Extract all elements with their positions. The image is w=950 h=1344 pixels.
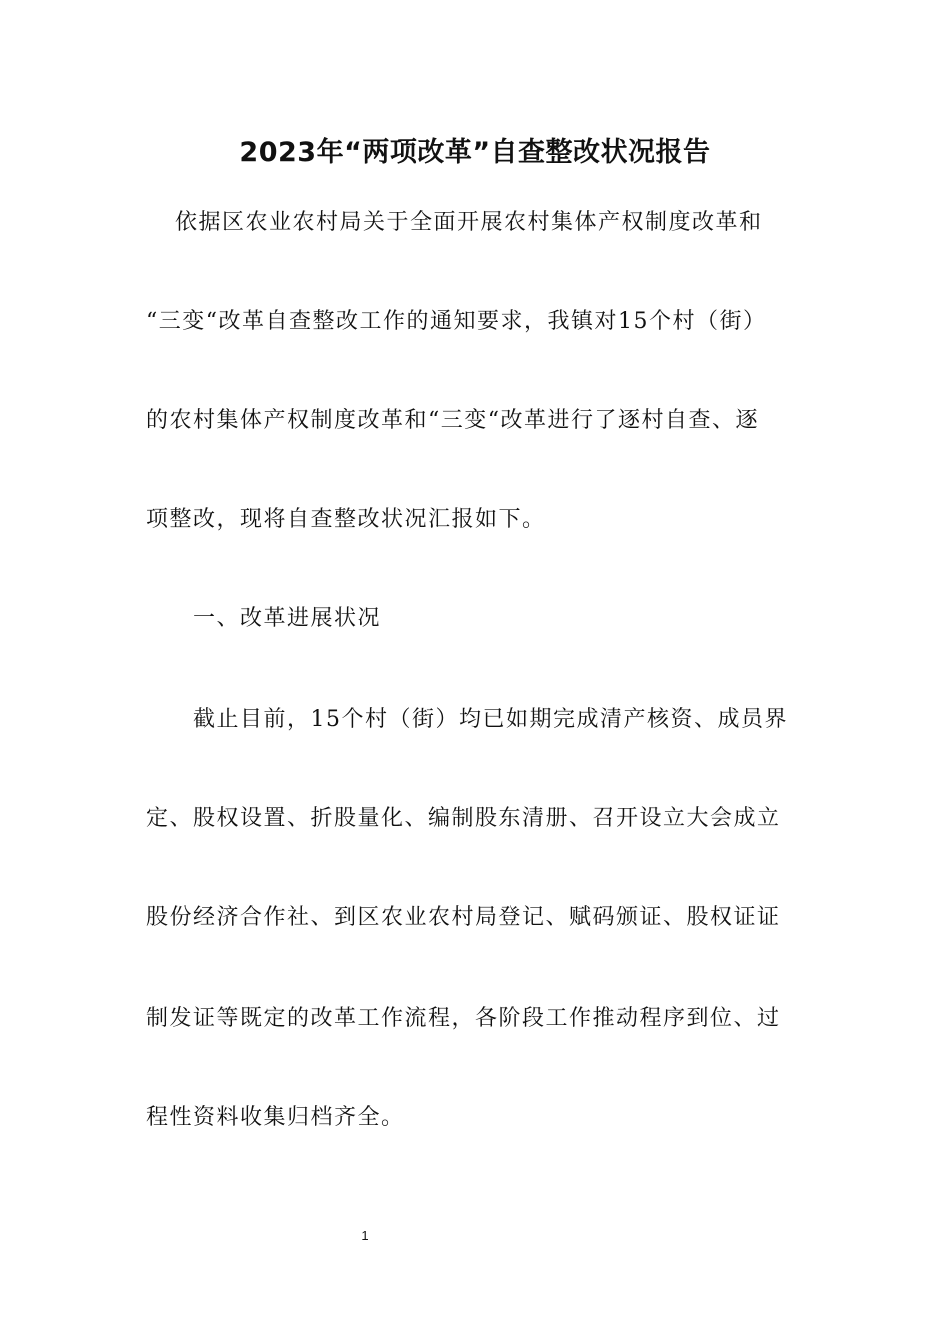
page-number: 1	[361, 1228, 369, 1243]
paragraph-line: 截止目前，15个村（街）均已如期完成清产核资、成员界	[193, 707, 788, 732]
paragraph-line: 制发证等既定的改革工作流程，各阶段工作推动程序到位、过	[146, 1006, 781, 1031]
paragraph-line: 股份经济合作社、到区农业农村局登记、赋码颁证、股权证证	[146, 905, 781, 930]
paragraph-line: “三变“改革自查整改工作的通知要求，我镇对15个村（街）	[146, 309, 767, 334]
document-title: 2023年“两项改革”自查整改状况报告	[239, 137, 711, 168]
section-heading: 一、改革进展状况	[193, 606, 382, 631]
paragraph-line: 依据区农业农村局关于全面开展农村集体产权制度改革和	[175, 210, 763, 235]
paragraph-line: 定、股权设置、折股量化、编制股东清册、召开设立大会成立	[146, 806, 781, 831]
paragraph-line: 的农村集体产权制度改革和“三变“改革进行了逐村自查、逐	[146, 408, 759, 433]
paragraph-line: 程性资料收集归档齐全。	[146, 1105, 405, 1130]
paragraph-line: 项整改，现将自查整改状况汇报如下。	[146, 507, 546, 532]
